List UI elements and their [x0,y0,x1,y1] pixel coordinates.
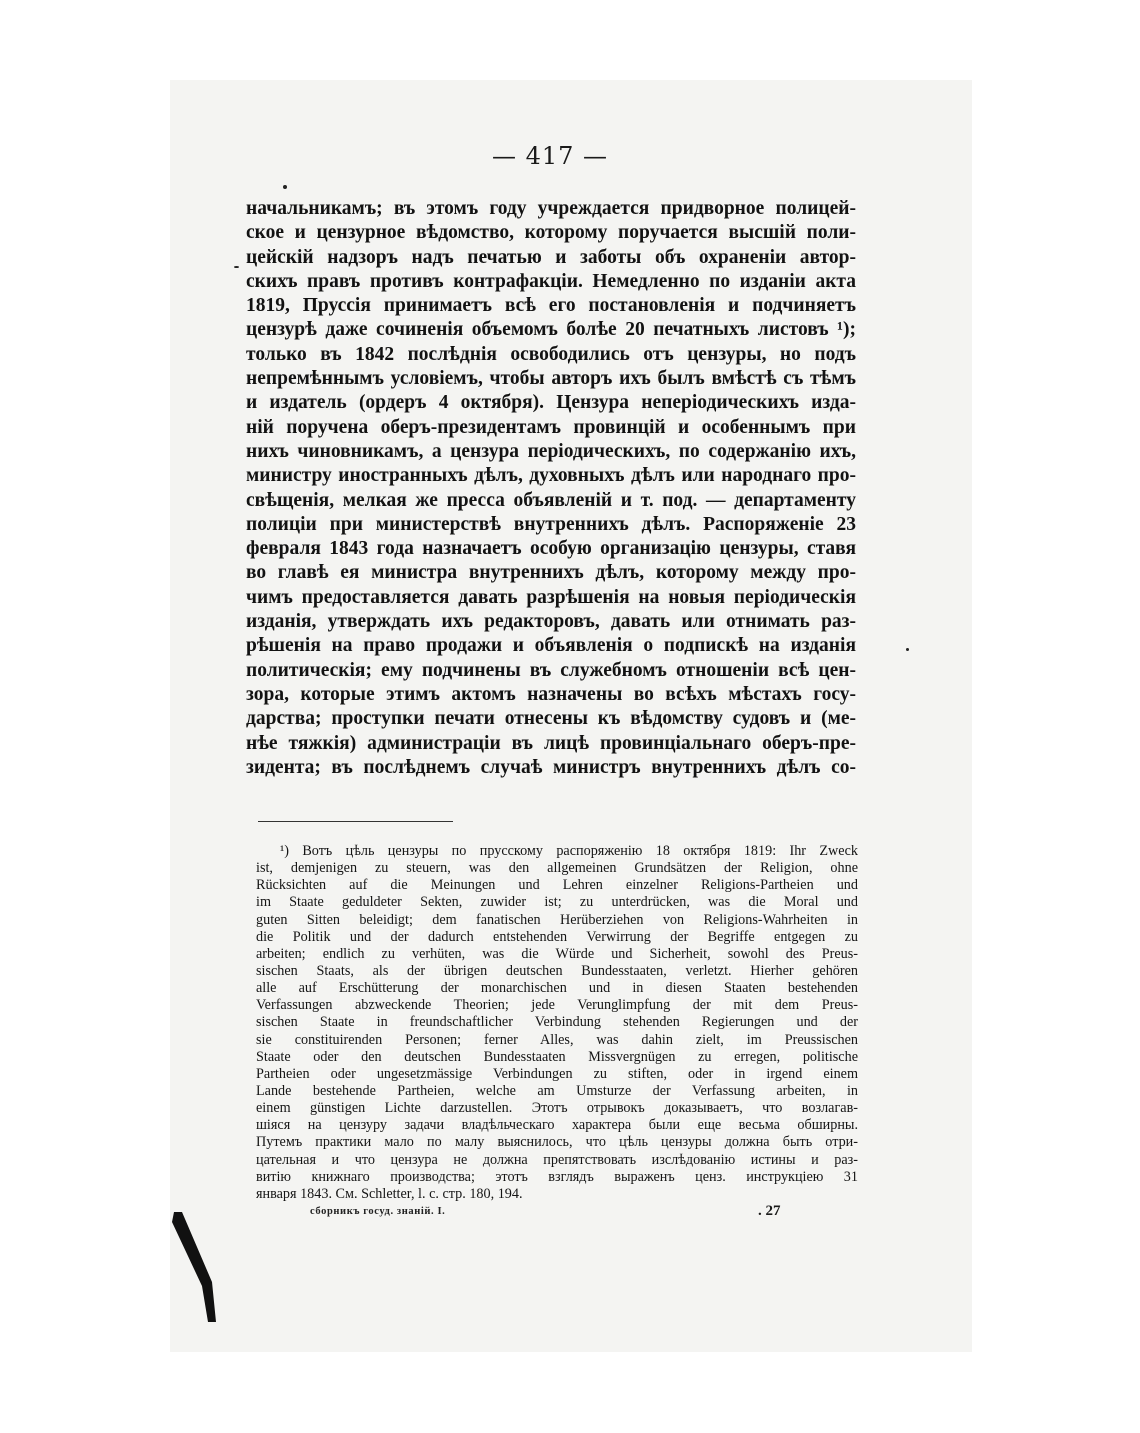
footnote-line: Partheien oder ungesetzmässige Verbindungen zu stiften, oder in irgend einem [256,1065,858,1082]
body-line: февраля 1843 года назначаетъ особую организацію цензуры, ставя [246,538,856,560]
footnote-line: Staate oder den deutschen Bundesstaaten Missvergnügen zu erregen, politische [256,1048,858,1065]
body-line: во главѣ ея министра внутреннихъ дѣлъ, которому между про- [246,562,856,584]
body-line: рѣшенія на право продажи и объявленія о подпискѣ на изданія [246,635,856,657]
body-line: чимъ предоставляется давать разрѣшенія на новыя періодическія [246,586,856,608]
binding-mark-stroke [172,1212,216,1322]
body-line: свѣщенія, мелкая же пресса объявленій и т. под. — департаменту [246,489,856,511]
footnote-line: Путемъ практики мало по малу выяснилось, что цѣль цензуры должна быть отри- [256,1134,858,1151]
footnote-line: шіяся на цензуру задачи владѣльческаго характера были еще весьма обширны. [256,1117,858,1134]
body-line: политическія; ему подчинены въ служебномъ отношеніи всѣ цен- [246,659,856,681]
body-line: нихъ чиновникамъ, а цензура періодическихъ, по содержанію ихъ, [246,440,856,462]
body-line: 1819, Пруссія принимаетъ всѣ его постановленія и подчиняетъ [246,295,856,317]
footnote-line: ist, demjenigen zu steuern, was den allgemeinen Grundsätzen der Religion, ohne [256,860,858,877]
body-line: только въ 1842 послѣднія освободились отъ цензуры, но подъ [246,343,856,365]
footnote-line: Verfassungen abzweckende Theorien; jede Verunglimpfung der mit dem Preus- [256,997,858,1014]
binding-mark [168,1210,228,1325]
footer-signature: сборникъ госуд. знаній. I. [310,1206,446,1217]
footnote-separator-rule [258,821,453,822]
body-line: дарства; проступки печати отнесены къ вѣдомству судовъ и (ме- [246,708,856,730]
body-line: ній поручена оберъ-президентамъ провинцій и особеннымъ при [246,416,856,438]
body-text [246,197,856,780]
scan-speck [234,266,239,268]
body-line: цейскій надзоръ надъ печатью и заботы объ охраненіи автор- [246,246,856,268]
page-number: — 417 — [491,142,609,170]
footnote-line: alle auf Erschütterung der monarchischen und in diesen Staaten bestehenden [256,980,858,997]
footnote-line: Rücksichten auf die Meinungen und Lehren einzelner Religions-Partheien und [256,877,858,894]
scan-speck [283,185,287,189]
footnote-line: die Politik und der dadurch entstehenden Verwirrung der Begriffe entgegen zu [256,928,858,945]
footnote-line: einem günstigen Lichte darzustellen. Этотъ отрывокъ доказываетъ, что возлагав- [256,1100,858,1117]
footnote-line: витію книжнаго производства; этотъ взглядъ выраженъ ценз. инструкціею 31 [256,1168,858,1185]
body-line: зидента; въ послѣднемъ случаѣ министръ внутреннихъ дѣлъ со- [246,756,856,778]
body-line: изданія, утверждать ихъ редакторовъ, давать или отнимать раз- [246,611,856,633]
body-line: цензурѣ даже сочиненія объемомъ болѣе 20 печатныхъ листовъ ¹); [246,319,856,341]
body-line: министру иностранныхъ дѣлъ, духовныхъ дѣлъ или народнаго про- [246,465,856,487]
body-line: зора, которые этимъ актомъ назначены во всѣхъ мѣстахъ госу- [246,683,856,705]
footer-sheet-number: . 27 [758,1203,781,1219]
footnote-line: Lande bestehende Partheien, welche am Umsturze der Verfassung arbeiten, in [256,1082,858,1099]
footnote-line: arbeiten; endlich zu verhüten, was die Würde und Sicherheit, sowohl des Preus- [256,945,858,962]
body-line: ское и цензурное вѣдомство, которому поручается высшій поли- [246,222,856,244]
footnote [256,843,858,1203]
footnote-line: ¹) Вотъ цѣль цензуры по прусскому распоряженію 18 октября 1819: Ihr Zweck [280,843,858,859]
footnote-line: цательная и что цензура не должна препятствовать изслѣдованію истины и раз- [256,1151,858,1168]
body-line: нѣе тяжкія) администраціи въ лицѣ провинціальнаго оберъ-пре- [246,732,856,754]
body-line: скихъ правъ противъ контрафакціи. Немедленно по изданіи акта [246,270,856,292]
body-line: и издатель (ордеръ 4 октября). Цензура непеpiодическихъ изда- [246,392,856,414]
body-line: полиціи при министерствѣ внутреннихъ дѣлъ. Распоряженіе 23 [246,513,856,535]
footnote-line: im Staate geduldeter Sekten, zuwider ist; zu unterdrücken, was die Moral und [256,894,858,911]
footnote-line: sischen Staats, als der übrigen deutschen Bundesstaaten, verletzt. Hierher gehören [256,962,858,979]
footnote-line: sie constituirenden Personen; ferner Alles, was dahin zielt, im Preussischen [256,1031,858,1048]
footnote-line: guten Sitten beleidigt; dem fanatischen Herüberziehen von Religions-Wahrheiten in [256,911,858,928]
footnote-line: января 1843. См. Schletter, l. c. стр. 180, 194. [256,1185,523,1202]
scan-speck [906,648,909,651]
body-line: начальникамъ; въ этомъ году учреждается придворное полицей- [246,198,856,219]
body-line: непремѣннымъ условіемъ, чтобы авторъ ихъ былъ вмѣстѣ съ тѣмъ [246,368,856,390]
footnote-line: sischen Staate in freundschaftlicher Verbindung stehenden Regierungen und der [256,1014,858,1031]
